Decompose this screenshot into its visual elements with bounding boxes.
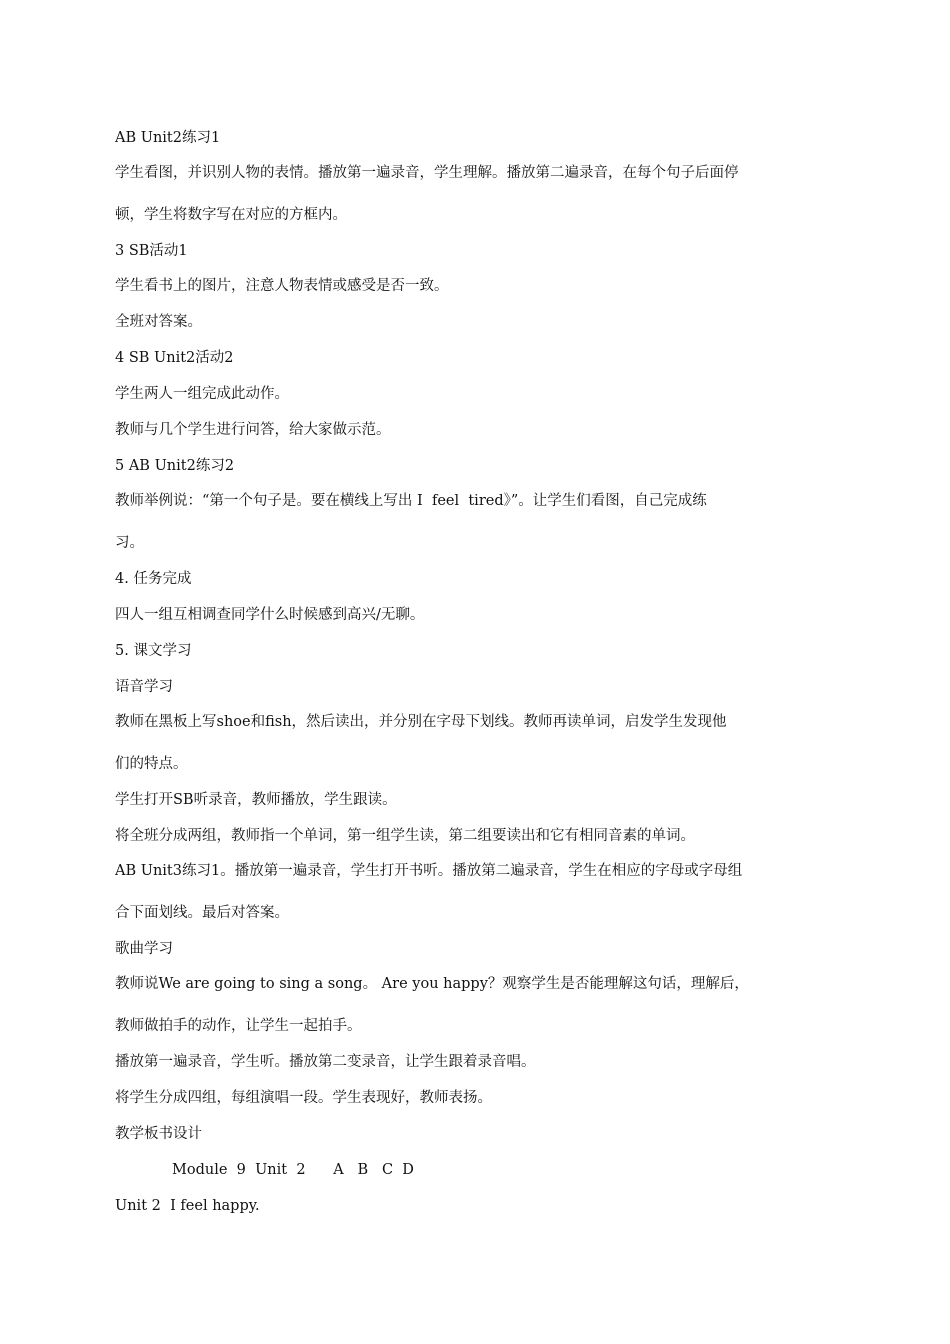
text-line: AB Unit3练习1。播放第一遍录音，学生打开书听。播放第二遍录音，学生在相应的字母或字母组 bbox=[115, 863, 743, 879]
text-line: 学生看书上的图片，注意人物表情或感受是否一致。 bbox=[115, 278, 449, 294]
text-line: 播放第一遍录音，学生听。播放第二变录音，让学生跟着录音唱。 bbox=[115, 1054, 536, 1070]
text-line: 教师举例说：“第一个句子是。要在横线上写出 I feel tired》”。让学生们看图，自己完成练 bbox=[115, 493, 707, 509]
text-line: 们的特点。 bbox=[115, 756, 188, 772]
text-line: 习。 bbox=[115, 535, 144, 551]
text-line: AB Unit2练习1 bbox=[115, 130, 221, 146]
text-line: 学生两人一组完成此动作。 bbox=[115, 386, 289, 402]
text-line: 语音学习 bbox=[115, 679, 173, 695]
text-line: 四人一组互相调查同学什么时候感到高兴/无聊。 bbox=[115, 607, 425, 623]
board-design-heading: 教学板书设计 bbox=[115, 1126, 202, 1142]
text-line: 学生打开SB听录音，教师播放，学生跟读。 bbox=[115, 792, 397, 808]
text-line: 将全班分成两组，教师指一个单词，第一组学生读，第二组要读出和它有相同音素的单词。 bbox=[115, 828, 695, 844]
text-line: 5. 课文学习 bbox=[115, 643, 192, 659]
text-line: 4. 任务完成 bbox=[115, 571, 192, 587]
text-line: 合下面划线。最后对答案。 bbox=[115, 905, 289, 921]
text-line: 5 AB Unit2练习2 bbox=[115, 458, 235, 474]
text-line: 教师说We are going to sing a song。 Are you happy？观察学生是否能理解这句话，理解后， bbox=[115, 976, 749, 992]
text-line: 将学生分成四组，每组演唱一段。学生表现好，教师表扬。 bbox=[115, 1090, 492, 1106]
board-module-line: Module 9 Unit 2 A B C D bbox=[172, 1162, 414, 1178]
text-line: 歌曲学习 bbox=[115, 941, 173, 957]
text-line: 教师在黑板上写shoe和fish，然后读出，并分别在字母下划线。教师再读单词，启发学生发现他 bbox=[115, 714, 727, 730]
text-line: 3 SB活动1 bbox=[115, 243, 188, 259]
text-line: 顿，学生将数字写在对应的方框内。 bbox=[115, 207, 347, 223]
text-line: 学生看图，并识别人物的表情。播放第一遍录音，学生理解。播放第二遍录音，在每个句子后面停 bbox=[115, 165, 739, 181]
board-unit-line: Unit 2 I feel happy. bbox=[115, 1198, 260, 1214]
text-line: 全班对答案。 bbox=[115, 314, 202, 330]
text-line: 教师做拍手的动作，让学生一起拍手。 bbox=[115, 1018, 362, 1034]
text-line: 教师与几个学生进行问答，给大家做示范。 bbox=[115, 422, 391, 438]
text-line: 4 SB Unit2活动2 bbox=[115, 350, 234, 366]
